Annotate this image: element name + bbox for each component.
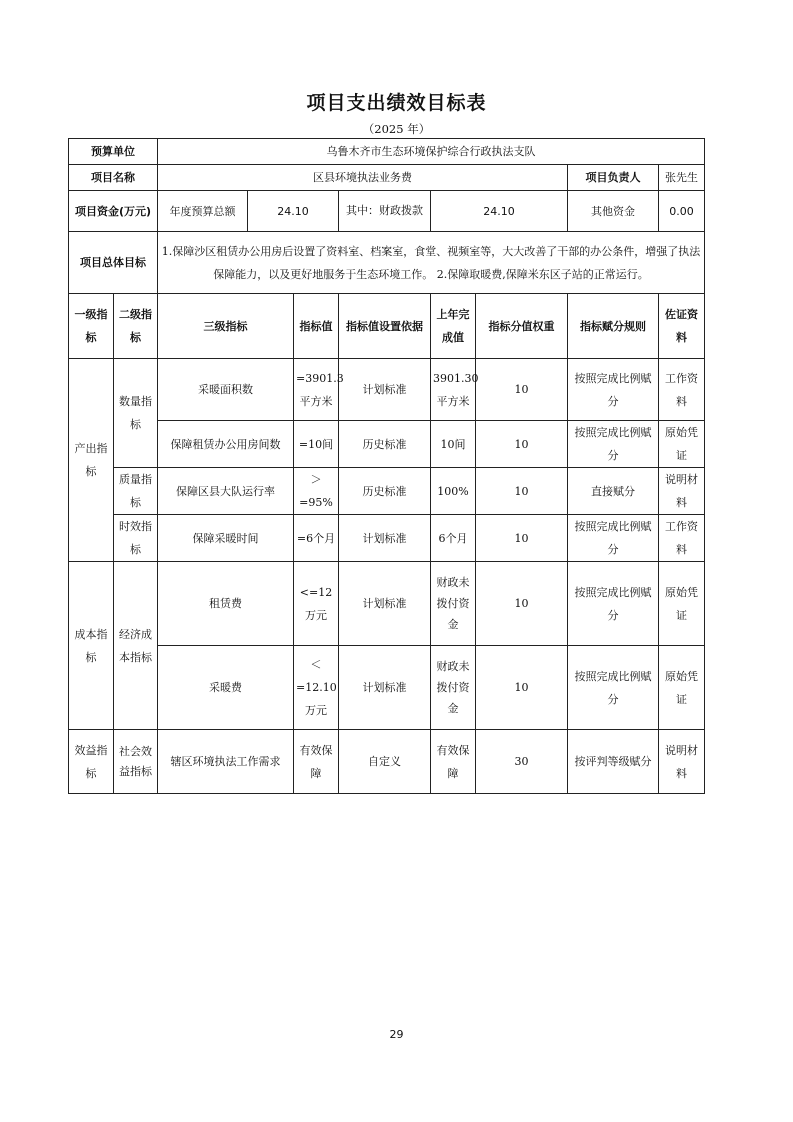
row-rule: 按照完成比例赋分: [568, 562, 659, 646]
category-quality: 质量指标: [114, 468, 158, 515]
header-level3: 三级指标: [158, 294, 294, 359]
table-row: [69, 646, 705, 730]
row-evidence: 工作资料: [659, 359, 705, 421]
row-evidence: 说明材料: [659, 468, 705, 515]
row-rule: 按评判等级赋分: [568, 730, 659, 794]
row-level3: 采暖费: [158, 646, 294, 730]
table-row: [69, 359, 705, 421]
row-basis: 自定义: [339, 730, 431, 794]
annual-budget-value: 24.10: [248, 191, 339, 232]
row-weight: 10: [476, 515, 568, 562]
year-label: （2025 年）: [362, 122, 431, 136]
page-number: 29: [389, 1028, 404, 1041]
row-level3: 租赁费: [158, 562, 294, 646]
category-cost: 成本指标: [69, 562, 114, 730]
table-row: [69, 468, 705, 515]
project-name-label: 项目名称: [69, 165, 158, 191]
row-evidence: 工作资料: [659, 515, 705, 562]
table-row: [69, 515, 705, 562]
budget-unit-label: 预算单位: [69, 139, 158, 165]
header-value: 指标值: [294, 294, 339, 359]
row-level3: 保障租赁办公用房间数: [158, 421, 294, 468]
row-basis: 历史标准: [339, 421, 431, 468]
table-row: [69, 730, 705, 794]
fiscal-allocation-value: 24.10: [431, 191, 568, 232]
row-last-year: 3901.30平方米: [431, 359, 476, 421]
row-level3: 采暖面积数: [158, 359, 294, 421]
header-weight: 指标分值权重: [476, 294, 568, 359]
project-manager-label: 项目负责人: [568, 165, 659, 191]
row-value: =10间: [294, 421, 339, 468]
project-manager-value: 张先生: [659, 165, 705, 191]
row-rule: 按照完成比例赋分: [568, 421, 659, 468]
row-basis: 历史标准: [339, 468, 431, 515]
category-economic: 经济成本指标: [114, 562, 158, 730]
row-basis: 计划标准: [339, 562, 431, 646]
row-level3: 保障采暖时间: [158, 515, 294, 562]
row-value: ＜=12.10万元: [294, 646, 339, 730]
row-weight: 10: [476, 359, 568, 421]
overall-goal-label: 项目总体目标: [69, 232, 158, 294]
row-last-year: 有效保障: [431, 730, 476, 794]
header-level1: 一级指标: [69, 294, 114, 359]
row-value: =6个月: [294, 515, 339, 562]
overall-goal-text: 1.保障沙区租赁办公用房后设置了资料室、档案室，食堂、视频室等，大大改善了干部的办公条件，增强了执法保障能力，以及更好地服务于生态环境工作。 2.保障取暖费,保障米东区子站的正常运行。: [158, 232, 705, 294]
fiscal-allocation-label: 其中：财政拨款: [339, 191, 431, 232]
other-funds-value: 0.00: [659, 191, 705, 232]
row-value: =3901.3平方米: [294, 359, 339, 421]
row-evidence: 原始凭证: [659, 646, 705, 730]
header-level2: 二级指标: [114, 294, 158, 359]
category-benefit: 效益指标: [69, 730, 114, 794]
row-evidence: 原始凭证: [659, 421, 705, 468]
header-basis: 指标值设置依据: [339, 294, 431, 359]
row-value: 有效保障: [294, 730, 339, 794]
page-title: 项目支出绩效目标表: [306, 92, 487, 114]
row-level3: 辖区环境执法工作需求: [158, 730, 294, 794]
row-last-year: 财政未拨付资金: [431, 562, 476, 646]
row-value: <=12万元: [294, 562, 339, 646]
row-rule: 按照完成比例赋分: [568, 515, 659, 562]
category-quantity: 数量指标: [114, 359, 158, 468]
header-rule: 指标赋分规则: [568, 294, 659, 359]
row-weight: 10: [476, 646, 568, 730]
table-row: [69, 562, 705, 646]
category-timeliness: 时效指标: [114, 515, 158, 562]
row-last-year: 6个月: [431, 515, 476, 562]
row-basis: 计划标准: [339, 515, 431, 562]
row-evidence: 原始凭证: [659, 562, 705, 646]
row-rule: 按照完成比例赋分: [568, 359, 659, 421]
project-name-value: 区县环境执法业务费: [158, 165, 568, 191]
row-basis: 计划标准: [339, 646, 431, 730]
row-last-year: 财政未拨付资金: [431, 646, 476, 730]
row-weight: 10: [476, 468, 568, 515]
row-last-year: 10间: [431, 421, 476, 468]
header-evidence: 佐证资料: [659, 294, 705, 359]
category-output: 产出指标: [69, 359, 114, 562]
budget-unit-value: 乌鲁木齐市生态环境保护综合行政执法支队: [158, 139, 705, 165]
annual-budget-label: 年度预算总额: [158, 191, 248, 232]
table-row: [69, 421, 705, 468]
project-funds-label: 项目资金(万元): [69, 191, 158, 232]
row-weight: 30: [476, 730, 568, 794]
row-weight: 10: [476, 421, 568, 468]
performance-table: [68, 138, 705, 794]
row-last-year: 100%: [431, 468, 476, 515]
row-weight: 10: [476, 562, 568, 646]
row-basis: 计划标准: [339, 359, 431, 421]
category-social: 社会效益指标: [114, 730, 158, 794]
row-value: ＞=95%: [294, 468, 339, 515]
row-level3: 保障区县大队运行率: [158, 468, 294, 515]
row-rule: 按照完成比例赋分: [568, 646, 659, 730]
header-last-year: 上年完成值: [431, 294, 476, 359]
other-funds-label: 其他资金: [568, 191, 659, 232]
row-evidence: 说明材料: [659, 730, 705, 794]
row-rule: 直接赋分: [568, 468, 659, 515]
